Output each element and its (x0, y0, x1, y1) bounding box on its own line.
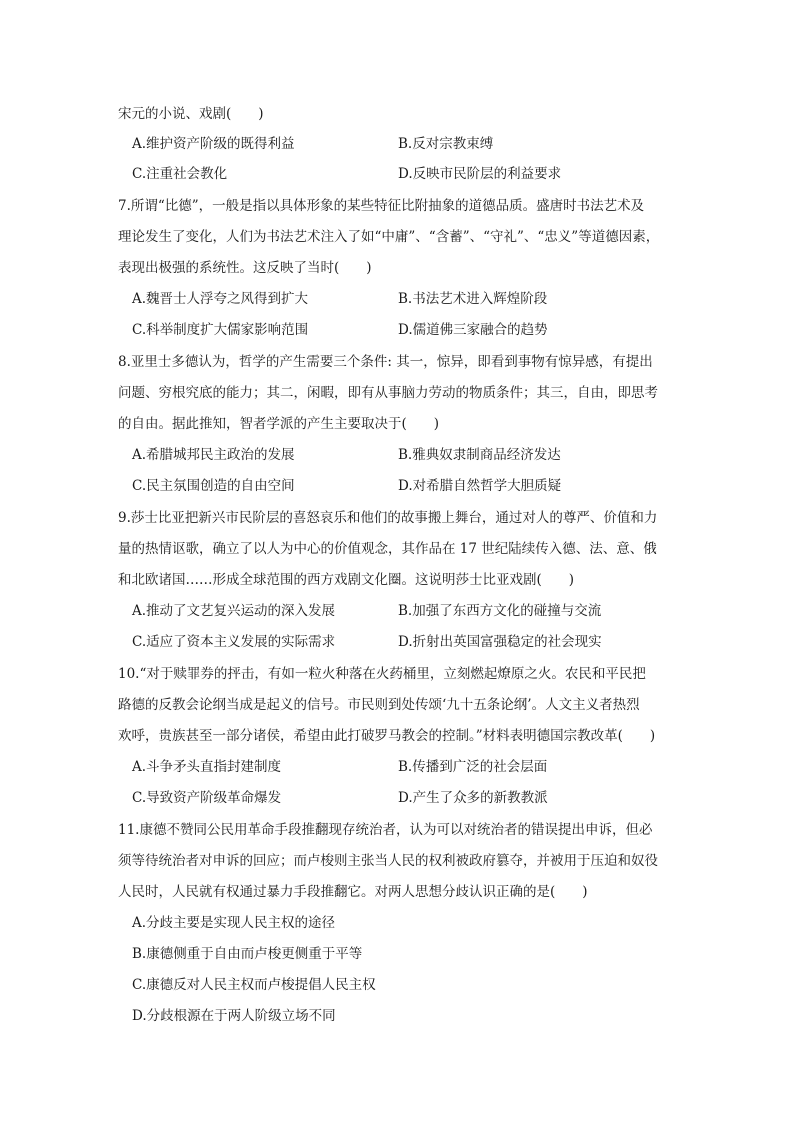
q7-option-b: B.书法艺术进入辉煌阶段 (398, 291, 548, 307)
q9-option-a: A.推动了文艺复兴运动的深入发展 (132, 603, 336, 619)
q10-stem-line-1: 10.“对于赎罪券的抨击，有如一粒火种落在火药桶里，立刻燃起燎原之火。农民和平民把 (118, 666, 646, 682)
q10-option-b: B.传播到广泛的社会层面 (398, 759, 548, 775)
q7-option-a: A.魏晋士人浮夸之风得到扩大 (132, 291, 309, 307)
q9-stem-line-1: 9.莎士比亚把新兴市民阶层的喜怒哀乐和他们的故事搬上舞台，通过对人的尊严、价值和力 (118, 510, 658, 526)
q9-option-b: B.加强了东西方文化的碰撞与交流 (398, 603, 602, 619)
q10-stem-line-2: 路德的反教会论纲当成是起义的信号。市民则到处传颂‘九十五条论纲’。人文主义者热烈 (118, 697, 640, 713)
q8-option-b: B.雅典奴隶制商品经济发达 (398, 447, 561, 463)
q8-option-c: C.民主氛围创造的自由空间 (132, 478, 295, 494)
q6-option-c: C.注重社会教化 (132, 166, 228, 182)
q11-stem-line-3: 人民时，人民就有权通过暴力手段推翻它。对两人思想分歧认识正确的是( ) (118, 884, 588, 900)
q6-stem: 宋元的小说、戏剧( ) (118, 106, 264, 122)
q9-stem-line-3: 和北欧诸国……形成全球范围的西方戏剧文化圈。这说明莎士比亚戏剧( ) (118, 572, 575, 588)
q11-option-d: D.分歧根源在于两人阶级立场不同 (132, 1008, 336, 1024)
q11-stem-line-2: 须等待统治者对申诉的回应；而卢梭则主张当人民的权利被政府篡夺，并被用于压迫和奴役 (118, 853, 658, 869)
q11-option-a: A.分歧主要是实现人民主权的途径 (132, 915, 336, 931)
q11-option-b: B.康德侧重于自由而卢梭更侧重于平等 (132, 946, 363, 962)
q8-stem-line-2: 问题、穷根究底的能力；其二，闲暇，即有从事脑力劳动的物质条件；其三，自由，即思考 (118, 385, 658, 401)
q7-option-d: D.儒道佛三家融合的趋势 (398, 322, 548, 338)
q6-option-d: D.反映市民阶层的利益要求 (398, 166, 562, 182)
q8-stem-line-1: 8.亚里士多德认为，哲学的产生需要三个条件: 其一，惊异，即看到事物有惊异感，有提出 (118, 354, 653, 370)
q6-option-a: A.维护资产阶级的既得利益 (132, 136, 295, 152)
q9-option-d: D.折射出英国富强稳定的社会现实 (398, 634, 602, 650)
q10-option-c: C.导致资产阶级革命爆发 (132, 790, 282, 806)
q7-option-c: C.科举制度扩大儒家影响范围 (132, 322, 309, 338)
q7-stem-line-2: 理论发生了变化，人们为书法艺术注入了如“中庸”、“含蓄”、“守礼”、“忠义”等道德因素， (118, 229, 660, 245)
q8-stem-line-3: 的自由。据此推知，智者学派的产生主要取决于( ) (118, 416, 440, 432)
q10-stem-line-3: 欢呼，贵族甚至一部分诸侯，希望由此打破罗马教会的控制。”材料表明德国宗教改革( ) (118, 728, 656, 744)
q6-option-b: B.反对宗教束缚 (398, 136, 494, 152)
q7-stem-line-1: 7.所谓“比德”，一般是指以具体形象的某些特征比附抽象的道德品质。盛唐时书法艺术及 (118, 198, 645, 214)
q7-stem-line-3: 表现出极强的系统性。这反映了当时( ) (118, 260, 372, 276)
q9-option-c: C.适应了资本主义发展的实际需求 (132, 634, 336, 650)
q11-stem-line-1: 11.康德不赞同公民用革命手段推翻现存统治者，认为可以对统治者的错误提出申诉，但必 (118, 822, 653, 838)
q8-option-d: D.对希腊自然哲学大胆质疑 (398, 478, 562, 494)
q8-option-a: A.希腊城邦民主政治的发展 (132, 447, 295, 463)
q9-stem-line-2: 量的热情讴歌，确立了以人为中心的价值观念，其作品在 17 世纪陆续传入德、法、意、俄 (118, 541, 657, 557)
q11-option-c: C.康德反对人民主权而卢梭提倡人民主权 (132, 977, 376, 993)
q10-option-d: D.产生了众多的新教教派 (398, 790, 548, 806)
q10-option-a: A.斗争矛头直指封建制度 (132, 759, 282, 775)
